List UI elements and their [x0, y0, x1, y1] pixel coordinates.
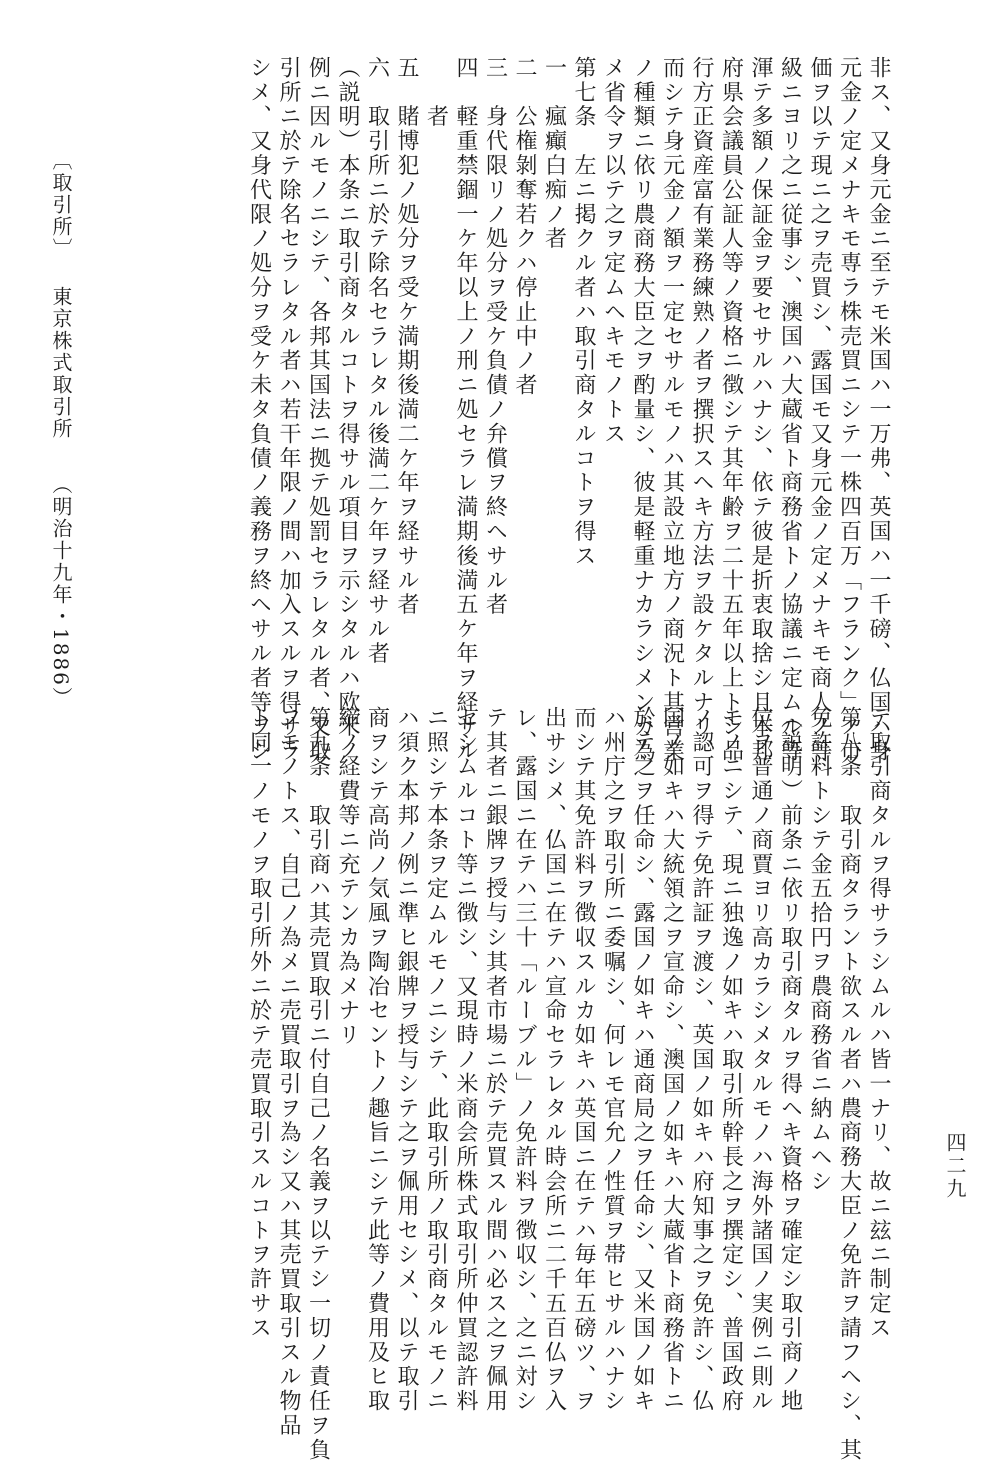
text-line: （説明）本条ニ取引商タルコトヲ得サル項目ヲ示シタルハ欧米ノ: [335, 56, 360, 764]
list-item: 六 取引所ニ於テ除名セラレタル後満二ケ年ヲ経サル者: [364, 56, 390, 666]
footer-date: （明治十九年・1886）: [49, 484, 73, 709]
text-line: ニ照シテ本条ヲ定ムルモノニシテ、此取引所ノ取引商タルモノニ: [423, 706, 449, 1414]
text-line: 出サシメ、仏国ニ在テハ宣命セラレタル時会所ニ二千五百仏ヲ入: [541, 706, 567, 1414]
text-line: テ取引商タルヲ得サラシムルハ皆一ナリ、故ニ玆ニ制定ス: [866, 706, 891, 1341]
text-line: 免許料トシテ金五拾円ヲ農商務省ニ納ムヘシ: [807, 706, 832, 1194]
list-item: 者: [423, 56, 449, 130]
text-line: 而シテ其免許料ヲ徴収スルカ如キハ英国ニ在テハ毎年五磅ツ、ヲ: [571, 706, 596, 1414]
text-line: ト同一ノモノヲ取引所外ニ於テ売買取引スルコトヲ許サス: [246, 706, 272, 1341]
lower-text-block: [244, 706, 893, 1462]
text-line: （説明）前条ニ依リ取引商タルヲ得ヘキ資格ヲ確定シ取引商ノ地: [777, 706, 803, 1414]
list-item: 一 瘋癲白痴ノ者: [541, 56, 567, 252]
text-line: 例ニ因ルモノニシテ、各邦其国法ニ拠テ処罰セラレタル者、又取: [305, 56, 331, 764]
text-line: 引所ニ於テ除名セラレタル者ハ若干年限ノ間ハ加入スルヲ得サラ: [276, 56, 301, 764]
footer-title-date: [46, 286, 76, 709]
article-heading: 第七条 左ニ掲クル者ハ取引商タルコトヲ得ス: [571, 56, 596, 569]
upper-text-block: [244, 56, 893, 764]
text-line: ハ州庁之ヲ取引所ニ委嘱シ、何レモ官允ノ性質ヲ帯ヒサルハナシ: [600, 706, 626, 1414]
text-line: 於テ之ヲ任命シ、露国ノ如キハ通商局之ヲ任命シ、又米国ノ如キ: [630, 706, 655, 1414]
text-line: 締ノ経費等ニ充テンカ為メナリ: [335, 706, 360, 1048]
list-item: 三 身代限リノ処分ヲ受ケ負債ノ弁償ヲ終ヘサル者: [482, 56, 508, 618]
footer-category: 〔取引所〕: [49, 150, 73, 260]
text-line: 行方正資産富有業務練熟ノ者ヲ撰択スヘキ方法ヲ設ケタルナリ、: [689, 56, 714, 764]
text-line: テ其者ニ銀牌ヲ授与シ其者市場ニ於テ売買スル間ハ必ス之ヲ佩用: [482, 706, 508, 1414]
article-heading: 第九条 取引商ハ其売買取引ニ付自己ノ名義ヲ以テシ一切ノ責任ヲ負: [305, 706, 331, 1462]
text-line: セシムルコト等ニ徴シ、又現時ノ米商会所株式取引所仲買認許料: [453, 706, 478, 1414]
text-line: シメ、又身代限ノ処分ヲ受ケ未タ負債ノ義務ヲ終ヘサル者等ヲシ: [246, 56, 272, 764]
text-line: ノ認可ヲ得テ免許証ヲ渡シ、英国ノ如キハ府知事之ヲ免許シ、仏: [689, 706, 714, 1414]
article-heading: 第八条 取引商タラント欲スル者ハ農商務大臣ノ免許ヲ請フヘシ、其: [836, 706, 862, 1462]
text-line: 非ス、又身元金ニ至テモ米国ハ一万弗、英国ハ一千磅、仏国ハ身: [866, 56, 891, 764]
text-line: 価ヲ以テ現ニ之ヲ売買シ、露国モ又身元金ノ定メナキモ商人ノ等: [807, 56, 832, 764]
text-line: 商ヲシテ高尚ノ気風ヲ陶冶セントノ趣旨ニシテ此等ノ費用及ヒ取: [364, 706, 390, 1414]
list-item: 五 賭博犯ノ処分ヲ受ケ満期後満二ケ年ヲ経サル者: [394, 56, 419, 618]
text-line: 而シテ身元金ノ額ヲ一定セサルモノハ其設立地方ノ商況ト其営業: [659, 56, 685, 764]
page-number: 四二九: [943, 1132, 967, 1201]
running-footer: [46, 150, 76, 710]
list-item: 二 公権剝奪若クハ停止中ノ者: [512, 56, 537, 398]
list-item: 四 軽重禁錮一ケ年以上ノ刑ニ処セラレ満期後満五ケ年ヲ経サル: [453, 56, 478, 764]
text-line: メ省令ヲ以テ之ヲ定ムヘキモノトス: [600, 56, 626, 447]
text-line: 渾テ多額ノ保証金ヲ要セサルハナシ、依テ彼是折衷取捨シ且本邦: [748, 56, 773, 764]
text-line: フモノトス、自己ノ為メニ売買取引ヲ為シ又ハ其売買取引スル物品: [276, 706, 301, 1438]
text-line: ハ須ク本邦ノ例ニ準ヒ銀牌ヲ授与シテ之ヲ佩用セシメ、以テ取引: [394, 706, 419, 1414]
text-line: 元金ノ定メナキモ専ラ株売買ニシテ一株四百万「フランク」ノ市: [836, 56, 862, 764]
text-line: レ、露国ニ在テハ三十「ルーブル」ノ免許料ヲ徴収シ、之ニ対シ: [512, 706, 537, 1414]
text-line: 級ニヨリ之ニ従事シ、澳国ハ大蔵省ト商務省トノ協議ニ定ムル等: [777, 56, 803, 764]
text-line: ノ種類ニ依リ農商務大臣之ヲ酌量シ、彼是軽重ナカラシメンカ為: [630, 56, 655, 764]
text-line: 位ヲ普通ノ商賈ヨリ高カラシメタルモノハ海外諸国ノ実例ニ則ル: [748, 706, 773, 1414]
text-line: モノニシテ、現ニ独逸ノ如キハ取引所幹長之ヲ撰定シ、普国政府: [718, 706, 744, 1414]
text-line: 国ノ如キハ大統領之ヲ宣命シ、澳国ノ如キハ大蔵省ト商務省トニ: [659, 706, 685, 1414]
text-line: 府県会議員公証人等ノ資格ニ徴シテ其年齢ヲ二十五年以上トシ品: [718, 56, 744, 764]
footer-title: 東京株式取引所: [49, 286, 73, 440]
